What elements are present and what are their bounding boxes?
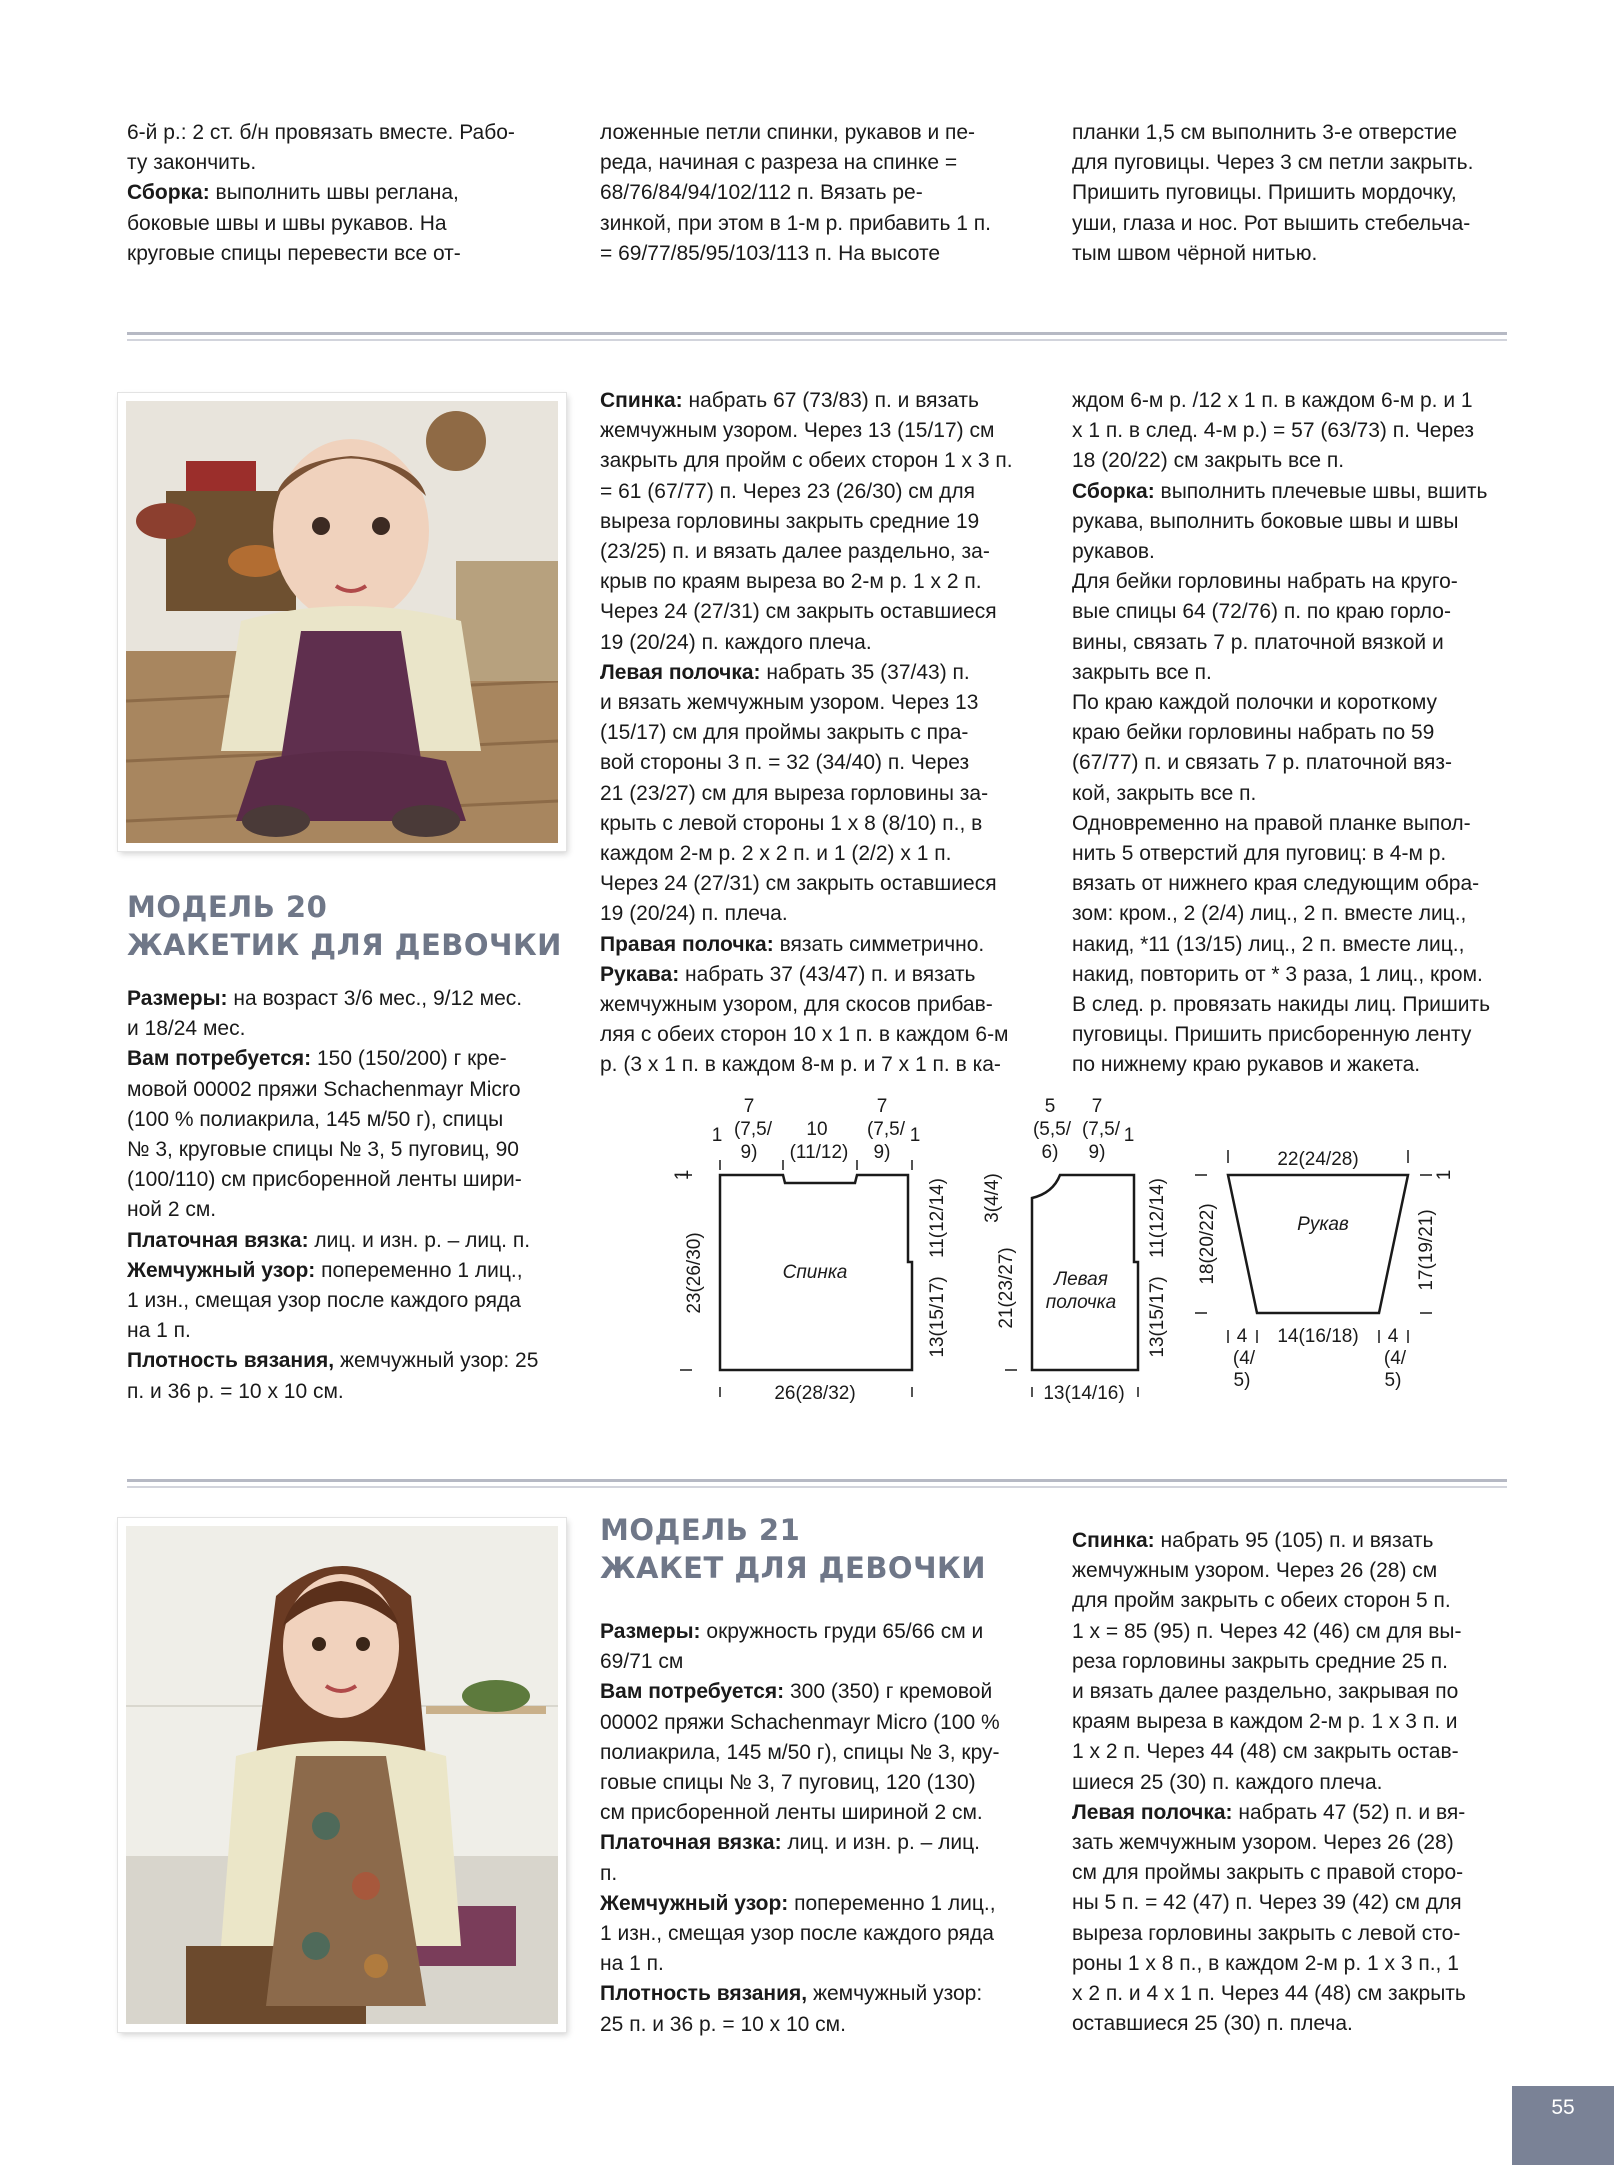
line-text: для пройм закрыть с обеих сторон 5 п. [1072, 1589, 1451, 1613]
line-text: 00002 пряжи Schachenmayr Micro (100 % [600, 1710, 1000, 1734]
line-text: набрать 95 (105) п. и вязать [1154, 1529, 1434, 1552]
line-text: жемчужным узором. Через 26 (28) см [1072, 1559, 1438, 1583]
front-neck-depth: 3(4/4) [982, 1173, 1003, 1223]
text-line [600, 960, 1034, 990]
page-number: 55 [1512, 2086, 1614, 2165]
line-text: По краю каждой полочки и короткому [1072, 691, 1438, 715]
top-col-3 [1072, 118, 1510, 269]
line-text: (15/17) см для проймы закрыть с пра- [600, 721, 969, 745]
line-text: роны 1 х 8 п., в каждом 2-м р. 1 х 3 п., 1 [1072, 1951, 1459, 1975]
text-line [1072, 446, 1508, 476]
text-line: Пришить пуговицы. Пришить мордочку, [1072, 181, 1457, 205]
line-text: закрыть все п. [1072, 660, 1212, 684]
front-top-a-3: 6) [1041, 1142, 1059, 1163]
line-text: крыть с левой стороны 1 х 8 (8/10) п., в [600, 811, 983, 835]
line-text: 300 (350) г кремовой [784, 1680, 993, 1704]
text-line [600, 1979, 1034, 2009]
line-text: лиц. и изн. р. – лиц. п. [308, 1228, 531, 1252]
line-text: говые спицы № 3, 7 пуговиц, 120 (130) [600, 1771, 976, 1795]
section-label: Вам потребуется: [600, 1680, 785, 1704]
text-line [600, 2010, 1034, 2040]
line-text: ляя с обеих сторон 10 х 1 п. в каждом 6-м [600, 1023, 1009, 1047]
line-text: набрать 35 (37/43) п. [760, 660, 970, 684]
text-line: тым швом чёрной нитью. [1072, 241, 1318, 265]
text-line [127, 118, 559, 148]
text-line [127, 1075, 559, 1105]
text-line [127, 148, 559, 178]
sleeve-one: 1 [1434, 1169, 1455, 1181]
text-line [1072, 507, 1508, 537]
section-label: Жемчужный узор: [600, 1891, 789, 1915]
section-label: Размеры: [600, 1620, 701, 1643]
line-text: вязать от нижнего края следующим обра- [1072, 872, 1480, 896]
text-line [1072, 416, 1508, 446]
text-line [1072, 1647, 1508, 1677]
text-line [1072, 597, 1508, 627]
text-line [600, 477, 1034, 507]
line-text: накид, *11 (13/15) лиц., 2 п. вместе лиц., [1072, 932, 1465, 956]
model21-title [600, 1511, 986, 1587]
text-line [1072, 899, 1508, 929]
sleeve-bottom-mid: 14(16/18) [1277, 1326, 1359, 1347]
back-top-right-2: (7,5/ [866, 1119, 906, 1140]
back-right-lower: 13(15/17) [927, 1276, 948, 1358]
text-line [1072, 809, 1508, 839]
text-line [600, 930, 1034, 960]
text-line [600, 1647, 1034, 1677]
text-line [1072, 658, 1508, 688]
text-line [600, 1919, 1034, 1949]
text-line [600, 386, 1034, 416]
line-text: на возраст 3/6 мес., 9/12 мес. [227, 987, 523, 1010]
line-text: и вязать далее раздельно, закрывая по [1072, 1680, 1459, 1704]
line-text: вязать симметрично. [773, 932, 985, 956]
text-line [600, 597, 1034, 627]
section-label: Платочная вязка: [127, 1228, 309, 1252]
line-text: краю бейки горловины набрать по 59 [1072, 721, 1435, 745]
text-line [600, 839, 1034, 869]
line-text: = 61 (67/77) п. Через 23 (26/30) см для [600, 479, 975, 503]
baby-photo-image [126, 401, 558, 843]
text-line: планки 1,5 см выполнить 3-е отверстие [1072, 121, 1458, 144]
back-bottom-width: 26(28/32) [774, 1383, 856, 1404]
line-text: по нижнему краю рукавов и жакета. [1072, 1053, 1421, 1077]
text-line [600, 688, 1034, 718]
section-label: Правая полочка: [600, 932, 774, 956]
sleeve-bottom-right-2: (4/ [1383, 1348, 1407, 1369]
line-text: лиц. и изн. р. – лиц. [781, 1831, 980, 1855]
line-text: выполнить плечевые швы, вшить [1154, 479, 1488, 503]
line-text: мовой 00002 пряжи Schachenmayr Micro [127, 1077, 521, 1101]
section-label: Левая полочка: [600, 660, 761, 684]
line-text: боковые швы и швы рукавов. На [127, 211, 447, 235]
text-line [600, 809, 1034, 839]
section-divider-2 [127, 1479, 1507, 1482]
line-text: 69/71 см [600, 1650, 684, 1674]
text-line [1072, 1020, 1508, 1050]
front-top-a-1: 5 [1044, 1096, 1056, 1117]
text-line [1072, 869, 1508, 899]
line-text: нить 5 отверстий для пуговиц: в 4-м р. [1072, 842, 1447, 866]
model20-title [127, 888, 562, 964]
text-line [1072, 1888, 1508, 1918]
text-line: зинкой, при этом в 1-м р. прибавить 1 п. [600, 211, 991, 235]
text-line [600, 567, 1034, 597]
model20-instructions-1 [600, 386, 1034, 1081]
line-text: крыв по краям выреза во 2-м р. 1 х 2 п. [600, 570, 982, 594]
model20-instructions-2 [1072, 386, 1508, 1081]
line-text: рукава, выполнить боковые швы и швы [1072, 509, 1459, 533]
text-line: для пуговицы. Через 3 см петли закрыть. [1072, 151, 1474, 175]
line-text: жемчужный узор: 25 [334, 1349, 539, 1373]
text-line [127, 1316, 559, 1346]
line-text: 21 (23/27) см для выреза горловины за- [600, 781, 989, 805]
line-text: окружность груди 65/66 см и [700, 1620, 984, 1643]
text-line [127, 1044, 559, 1074]
front-top-b-3: 9) [1088, 1142, 1106, 1163]
text-line [127, 209, 559, 239]
line-text: выреза горловины закрыть средние 19 [600, 509, 980, 533]
text-line: ложенные петли спинки, рукавов и пе- [600, 121, 976, 144]
section-label: Левая полочка: [1072, 1800, 1233, 1824]
text-line [1072, 1979, 1508, 2009]
section-label: Размеры: [127, 987, 228, 1010]
model21-specs [600, 1617, 1034, 2040]
line-text: 25 п. и 36 р. = 10 х 10 см. [600, 2012, 846, 2036]
line-text: 19 (20/24) п. плеча. [600, 902, 788, 926]
text-line [127, 1135, 559, 1165]
line-text: на 1 п. [600, 1952, 664, 1976]
line-text: см для проймы закрыть с правой сторо- [1072, 1861, 1464, 1885]
model20-pattern-diagram [660, 1095, 1480, 1425]
line-text: 1 изн., смещая узор после каждого ряда [600, 1922, 994, 1946]
line-text: 18 (20/22) см закрыть все п. [1072, 449, 1345, 473]
line-text: (23/25) п. и вязать далее раздельно, за- [600, 540, 990, 564]
line-text: (67/77) п. и связать 7 р. платочной вяз- [1072, 751, 1453, 775]
text-line [127, 1226, 559, 1256]
line-text: полиакрила, 145 м/50 г), спицы № 3, кру- [600, 1740, 1000, 1764]
text-line [1072, 990, 1508, 1020]
sleeve-bottom-left-2: (4/ [1232, 1348, 1256, 1369]
text-line [1072, 1798, 1508, 1828]
text-line [600, 1708, 1034, 1738]
line-text: набрать 67 (73/83) п. и вязать [682, 389, 979, 412]
text-line [1072, 839, 1508, 869]
text-line [1072, 628, 1508, 658]
text-line [600, 1738, 1034, 1768]
model21-title-number: МОДЕЛЬ 21 [600, 1513, 801, 1547]
line-text: см присборенной ленты шириной 2 см. [600, 1801, 983, 1825]
line-text: п. [600, 1861, 618, 1885]
line-text: выполнить швы реглана, [209, 181, 459, 205]
line-text: р. (3 х 1 п. в каждом 8-м р. и 7 х 1 п. в ка- [600, 1053, 1001, 1077]
line-text: 1 х = 85 (95) п. Через 42 (46) см для вы- [1072, 1619, 1462, 1643]
sleeve-left-height: 18(20/22) [1197, 1203, 1218, 1285]
line-text: кой, закрыть все п. [1072, 781, 1257, 805]
back-top-mid-2: (11/12) [789, 1142, 849, 1163]
line-text: Одновременно на правой планке выпол- [1072, 811, 1471, 835]
text-line [1072, 688, 1508, 718]
section-divider-1 [127, 332, 1507, 335]
line-text: закрыть для пройм с обеих сторон 1 х 3 п. [600, 449, 1013, 473]
front-bottom-width: 13(14/16) [1043, 1383, 1125, 1404]
line-text: и вязать жемчужным узором. Через 13 [600, 691, 979, 715]
text-line [600, 1949, 1034, 1979]
text-line [1072, 1707, 1508, 1737]
line-text: (100 % полиакрила, 145 м/50 г), спицы [127, 1107, 504, 1131]
text-line [600, 1859, 1034, 1889]
back-top-right-3: 9) [873, 1142, 891, 1163]
sleeve-bottom-right-3: 5) [1384, 1370, 1402, 1391]
sleeve-bottom-left-1: 4 [1236, 1326, 1248, 1347]
girl-photo-image [126, 1526, 558, 2024]
text-line [600, 779, 1034, 809]
text-line [600, 748, 1034, 778]
model21-photo [118, 1518, 566, 2032]
text-line [600, 1677, 1034, 1707]
text-line [127, 984, 559, 1014]
text-line [600, 899, 1034, 929]
section-label: Спинка: [600, 389, 683, 412]
text-line [127, 1014, 559, 1044]
text-line [600, 446, 1034, 476]
front-top-a-2: (5,5/ [1032, 1119, 1072, 1140]
text-line [127, 1195, 559, 1225]
text-line [1072, 1526, 1508, 1556]
text-line [600, 1020, 1034, 1050]
text-line [600, 1050, 1034, 1080]
text-line [1072, 1919, 1508, 1949]
section-label: Сборка: [1072, 479, 1155, 503]
text-line [1072, 1586, 1508, 1616]
text-line [600, 628, 1034, 658]
text-line [1072, 567, 1508, 597]
line-text: п. и 36 р. = 10 х 10 см. [127, 1379, 344, 1403]
back-top-right-1: 7 [876, 1096, 888, 1117]
section-label: Плотность вязания, [127, 1349, 335, 1373]
text-line [127, 1346, 559, 1376]
line-text: Через 24 (27/31) см закрыть оставшиеся [600, 872, 997, 896]
line-text: В след. р. провязать накиды лиц. Пришить [1072, 993, 1491, 1017]
text-line [1072, 1828, 1508, 1858]
text-line [127, 239, 559, 269]
text-line [1072, 1617, 1508, 1647]
text-line [1072, 748, 1508, 778]
text-line [1072, 960, 1508, 990]
line-text: 1 х 2 п. Через 44 (48) см закрыть остав- [1072, 1740, 1459, 1764]
back-one-right: 1 [909, 1125, 921, 1146]
line-text: шиеся 25 (30) п. каждого плеча. [1072, 1770, 1383, 1794]
back-left-height: 23(26/30) [684, 1232, 705, 1314]
section-label: Сборка: [127, 181, 210, 205]
line-text: вой стороны 3 п. = 32 (34/40) п. Через [600, 751, 970, 775]
back-top-left-2: (7,5/ [733, 1119, 773, 1140]
text-line [1072, 1768, 1508, 1798]
sleeve-schematic [1228, 1175, 1408, 1313]
line-text: попеременно 1 лиц., [315, 1258, 523, 1282]
line-text: ны 5 п. = 42 (47) п. Через 39 (42) см для [1072, 1891, 1462, 1915]
model20-title-number: МОДЕЛЬ 20 [127, 890, 328, 924]
sleeve-right-height: 17(19/21) [1416, 1209, 1437, 1291]
text-line [1072, 1737, 1508, 1767]
line-text: ту закончить. [127, 151, 257, 175]
line-text: зать жемчужным узором. Через 26 (28) [1072, 1831, 1454, 1855]
line-text: х 1 п. в след. 4-м р.) = 57 (63/73) п. Через [1072, 419, 1474, 443]
section-label: Спинка: [1072, 1529, 1155, 1552]
back-label: Спинка [782, 1262, 848, 1283]
text-line [600, 658, 1034, 688]
model20-title-name: ЖАКЕТИК ДЛЯ ДЕВОЧКИ [127, 928, 562, 962]
text-line [600, 1798, 1034, 1828]
model20-photo [118, 393, 566, 851]
front-right-lower: 13(15/17) [1147, 1276, 1168, 1358]
text-line [600, 1828, 1034, 1858]
line-text: ной 2 см. [127, 1198, 217, 1222]
text-line [1072, 1949, 1508, 1979]
text-line [600, 537, 1034, 567]
line-text: накид, повторить от * 3 раза, 1 лиц., кром. [1072, 962, 1483, 986]
line-text: попеременно 1 лиц., [788, 1891, 996, 1915]
line-text: (100/110) см присборенной ленты шири- [127, 1168, 522, 1192]
line-text: каждом 2-м р. 2 х 2 п. и 1 (2/2) х 1 п. [600, 842, 952, 866]
top-col-2 [600, 118, 1034, 269]
text-line [600, 507, 1034, 537]
line-text: вые спицы 64 (72/76) п. по краю горло- [1072, 600, 1451, 624]
line-text: пуговицы. Пришить присборенную ленту [1072, 1023, 1472, 1047]
section-label: Плотность вязания, [600, 1982, 808, 2006]
line-text: и 18/24 мес. [127, 1017, 246, 1041]
line-text: жемчужным узором, для скосов прибав- [600, 993, 993, 1017]
line-text: выреза горловины закрыть с левой сто- [1072, 1921, 1461, 1945]
front-right-upper: 11(12/14) [1147, 1178, 1168, 1258]
top-col-1 [127, 118, 559, 269]
line-text: рукавов. [1072, 540, 1155, 564]
back-right-upper: 11(12/14) [927, 1178, 948, 1258]
sleeve-bottom-left-3: 5) [1233, 1370, 1251, 1391]
text-line [600, 718, 1034, 748]
line-text: 6-й р.: 2 ст. б/н провязать вместе. Рабо- [127, 121, 515, 144]
line-text: жемчужный узор: [807, 1982, 983, 2006]
line-text: оставшиеся 25 (30) п. плеча. [1072, 2012, 1353, 2036]
text-line: уши, глаза и нос. Рот вышить стебельча- [1072, 211, 1471, 235]
text-line [1072, 1050, 1508, 1080]
section-label: Жемчужный узор: [127, 1258, 316, 1282]
sleeve-bottom-right-1: 4 [1387, 1326, 1399, 1347]
line-text: жемчужным узором. Через 13 (15/17) см [600, 419, 995, 443]
text-line [1072, 477, 1508, 507]
text-line: 68/76/84/94/102/112 п. Вязать ре- [600, 181, 923, 205]
text-line [1072, 718, 1508, 748]
front-left-height: 21(23/27) [996, 1247, 1017, 1329]
text-line [600, 416, 1034, 446]
line-text: зом: кром., 2 (2/4) лиц., 2 п. вместе лиц., [1072, 902, 1467, 926]
model20-specs [127, 984, 559, 1407]
back-one-side: 1 [672, 1169, 693, 1181]
text-line [127, 1256, 559, 1286]
front-label-1: Левая [1054, 1269, 1108, 1290]
front-top-b-2: (7,5/ [1081, 1119, 1121, 1140]
front-label-2: полочка [1045, 1292, 1117, 1313]
front-top-b-1: 7 [1091, 1096, 1103, 1117]
text-line [127, 1165, 559, 1195]
text-line [600, 1889, 1034, 1919]
line-text: реза горловины закрыть средние 25 п. [1072, 1649, 1449, 1673]
text-line [1072, 537, 1508, 567]
line-text: 1 изн., смещая узор после каждого ряда [127, 1289, 521, 1313]
text-line [600, 1617, 1034, 1647]
text-line [127, 1105, 559, 1135]
section-label: Платочная вязка: [600, 1831, 782, 1855]
text-line [1072, 1677, 1508, 1707]
line-text: набрать 37 (43/47) п. и вязать [679, 962, 976, 986]
model21-title-name: ЖАКЕТ ДЛЯ ДЕВОЧКИ [600, 1551, 986, 1585]
line-text: 19 (20/24) п. каждого плеча. [600, 630, 872, 654]
text-line [127, 1377, 559, 1407]
line-text: вины, связать 7 р. платочной вязкой и [1072, 630, 1444, 654]
text-line [127, 1286, 559, 1316]
text-line [1072, 2009, 1508, 2039]
line-text: круговые спицы перевести все от- [127, 241, 461, 265]
text-line [1072, 1858, 1508, 1888]
back-top-left-1: 7 [743, 1096, 755, 1117]
line-text: на 1 п. [127, 1319, 191, 1343]
text-line [1072, 1556, 1508, 1586]
sleeve-top-width: 22(24/28) [1277, 1149, 1359, 1170]
text-line [600, 990, 1034, 1020]
line-text: краям выреза в каждом 2-м р. 1 х 3 п. и [1072, 1710, 1458, 1734]
text-line [127, 178, 559, 208]
line-text: Через 24 (27/31) см закрыть оставшиеся [600, 600, 997, 624]
model21-instructions [1072, 1526, 1508, 2039]
line-text: х 2 п. и 4 х 1 п. Через 44 (48) см закрыть [1072, 1982, 1466, 2006]
line-text: Для бейки горловины набрать на круго- [1072, 570, 1458, 594]
line-text: набрать 47 (52) п. и вя- [1232, 1800, 1466, 1824]
text-line: = 69/77/85/95/103/113 п. На высоте [600, 241, 941, 265]
line-text: № 3, круговые спицы № 3, 5 пуговиц, 90 [127, 1138, 519, 1162]
back-top-left-3: 9) [740, 1142, 758, 1163]
section-label: Рукава: [600, 962, 680, 986]
text-line [600, 869, 1034, 899]
text-line [1072, 386, 1508, 416]
section-label: Вам потребуется: [127, 1047, 312, 1071]
back-one-left: 1 [711, 1125, 723, 1146]
back-top-mid-1: 10 [806, 1119, 828, 1140]
text-line [600, 1768, 1034, 1798]
front-one: 1 [1123, 1125, 1135, 1146]
text-line [1072, 779, 1508, 809]
line-text: 150 (150/200) г кре- [311, 1047, 507, 1071]
text-line: реда, начиная с разреза на спинке = [600, 151, 958, 175]
sleeve-label: Рукав [1297, 1214, 1349, 1235]
line-text: ждом 6-м р. /12 х 1 п. в каждом 6-м р. и 1 [1072, 389, 1473, 412]
text-line [1072, 930, 1508, 960]
